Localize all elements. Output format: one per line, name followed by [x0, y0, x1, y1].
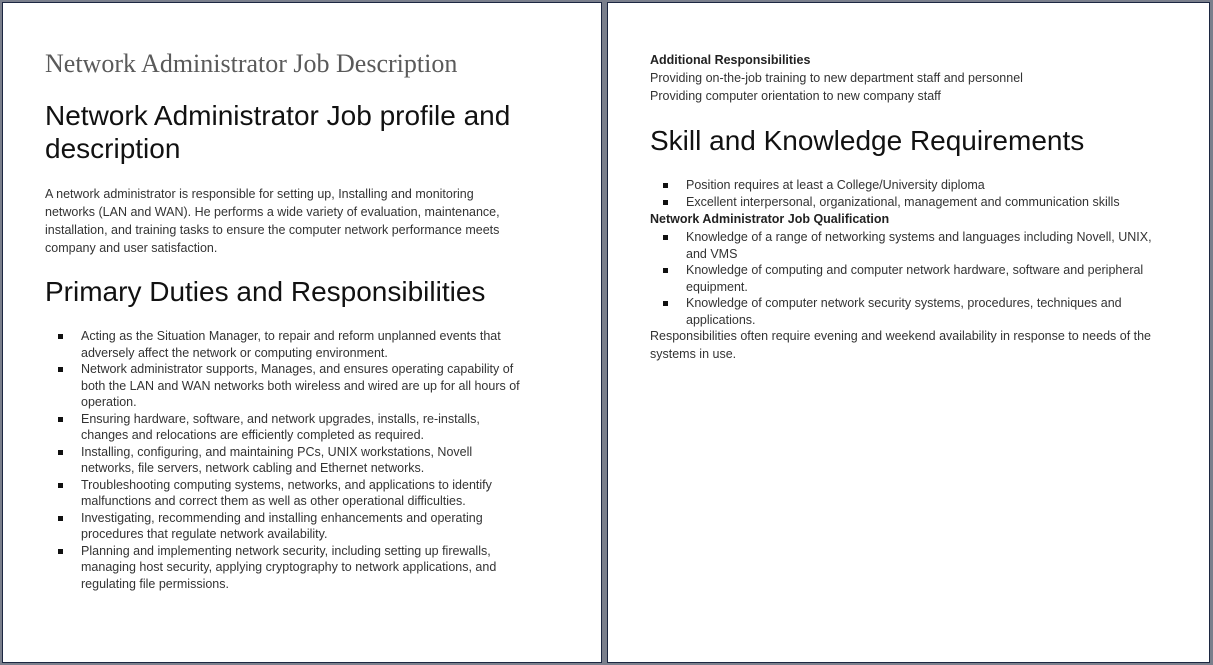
profile-heading — [45, 99, 565, 165]
profile-heading-line2: description — [45, 133, 181, 164]
duty-item: Network administrator supports, Manages, and ensures operating capability of both the LAN and WAN networks both wireless and wired are up for all hours of operation. — [45, 361, 525, 411]
skill-item: Position requires at least a College/University diploma — [650, 177, 1170, 194]
additional-line: Providing computer orientation to new company staff — [650, 89, 941, 103]
skill-item: Excellent interpersonal, organizational, management and communication skills — [650, 194, 1170, 211]
document-page-right — [607, 2, 1210, 663]
qualification-item: Knowledge of computer network security systems, procedures, techniques and applications. — [650, 295, 1170, 328]
duty-item: Planning and implementing network security, including setting up firewalls, managing host security, applying cryptography to network applications, and regulating file permissions. — [45, 543, 525, 593]
closing-paragraph: Responsibilities often require evening and weekend availability in response to needs of the systems in use. — [650, 329, 1152, 361]
duties-heading: Primary Duties and Responsibilities — [45, 276, 486, 307]
duty-item: Installing, configuring, and maintaining PCs, UNIX workstations, Novell networks, file servers, network cabling and Ethernet networks. — [45, 444, 525, 477]
duty-item: Acting as the Situation Manager, to repair and reform unplanned events that adversely affect the network or computing environment. — [45, 328, 525, 361]
qualification-list — [650, 229, 1170, 328]
duty-item: Investigating, recommending and installing enhancements and operating procedures that regulate network availability. — [45, 510, 525, 543]
additional-line: Providing on-the-job training to new department staff and personnel — [650, 71, 1023, 85]
qualification-item: Knowledge of a range of networking systems and languages including Novell, UNIX, and VMS — [650, 229, 1170, 262]
qualification-item: Knowledge of computing and computer network hardware, software and peripheral equipment. — [650, 262, 1170, 295]
duties-list — [45, 328, 525, 592]
document-title: Network Administrator Job Description — [45, 49, 458, 78]
profile-heading-line1: Network Administrator Job profile and — [45, 100, 511, 131]
duty-item: Troubleshooting computing systems, networks, and applications to identify malfunctions and correct them as well as other operational difficulties. — [45, 477, 525, 510]
qualification-heading: Network Administrator Job Qualification — [650, 212, 890, 226]
additional-responsibilities-heading: Additional Responsibilities — [650, 53, 811, 67]
document-page-left — [2, 2, 602, 663]
skills-list — [650, 177, 1170, 210]
intro-paragraph: A network administrator is responsible for setting up, Installing and monitoring networks (LAN and WAN). He performs a wide variety of evaluation, maintenance, installation, and training tasks to ensure the computer network performance meets company and user satisfaction. — [45, 187, 500, 255]
duty-item: Ensuring hardware, software, and network upgrades, installs, re-installs, changes and relocations are efficiently completed as required. — [45, 411, 525, 444]
skills-heading: Skill and Knowledge Requirements — [650, 125, 1085, 156]
